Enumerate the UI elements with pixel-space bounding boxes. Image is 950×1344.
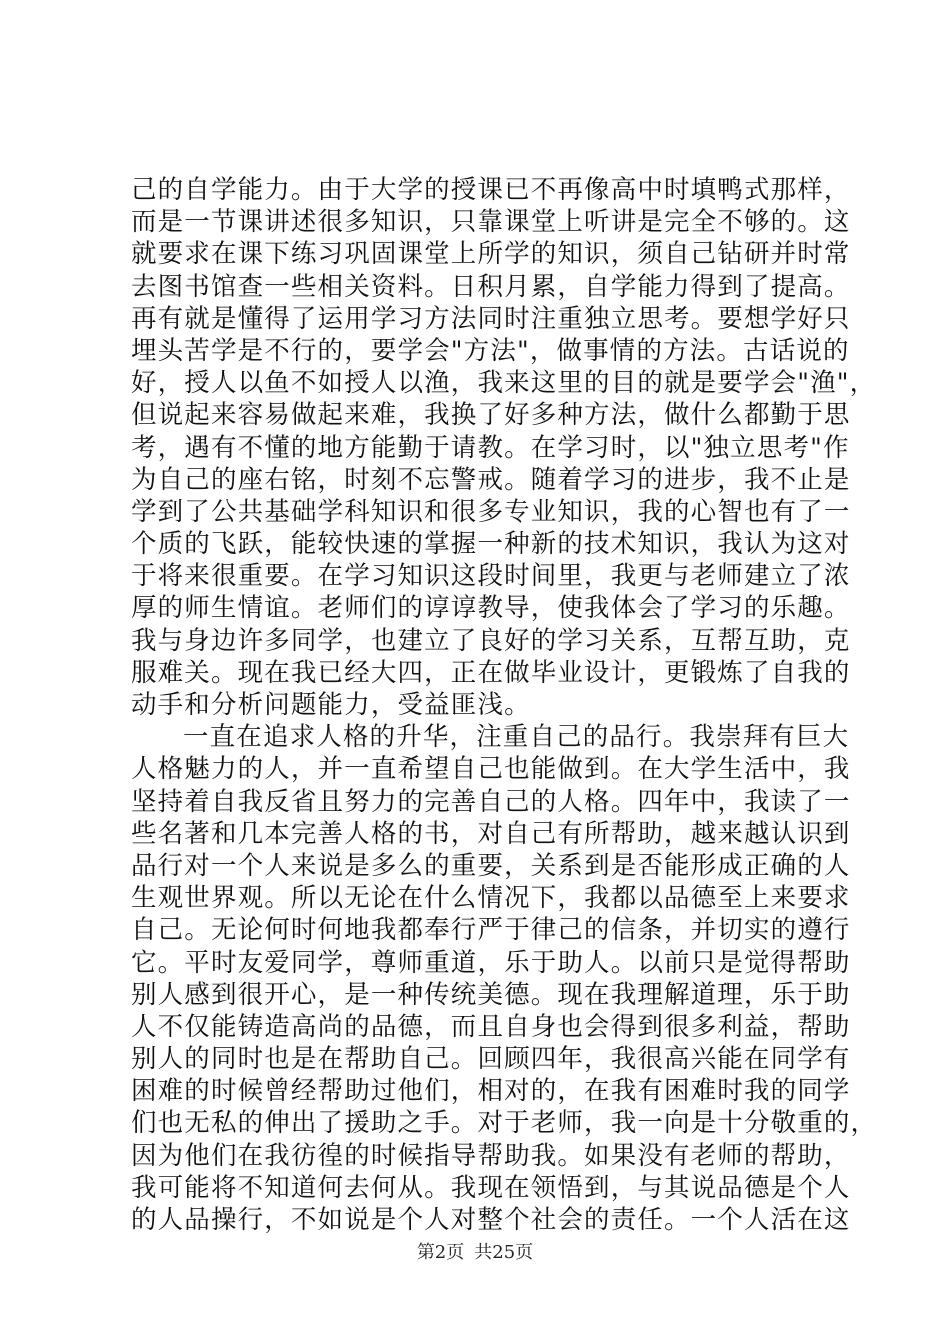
text-line: 们也无私的伸出了援助之手。对于老师，我一向是十分敬重的， xyxy=(131,1108,878,1139)
text-line: 坚持着自我反省且努力的完善自己的人格。四年中，我读了一 xyxy=(131,786,851,817)
text-line: 厚的师生情谊。老师们的谆谆教导，使我体会了学习的乐趣。 xyxy=(131,593,851,624)
text-line: 为自己的座右铭，时刻不忘警戒。随着学习的进步，我不止是 xyxy=(131,464,851,495)
text-line: 好，授人以鱼不如授人以渔，我来这里的目的就是要学会"渔"， xyxy=(131,368,877,399)
text-line: 服难关。现在我已经大四，正在做毕业设计，更锻炼了自我的 xyxy=(131,657,851,688)
text-line: 自己。无论何时何地我都奉行严于律己的信条，并切实的遵行 xyxy=(131,915,851,946)
text-line: 它。平时友爱同学，尊师重道，乐于助人。以前只是觉得帮助 xyxy=(131,947,851,978)
text-line: 己的自学能力。由于大学的授课已不再像高中时填鸭式那样， xyxy=(131,175,851,205)
text-line: 埋头苦学是不行的，要学会"方法"，做事情的方法。古话说的 xyxy=(131,335,850,366)
text-line: 于将来很重要。在学习知识这段时间里，我更与老师建立了浓 xyxy=(131,561,851,592)
text-line: 个质的飞跃，能较快速的掌握一种新的技术知识，我认为这对 xyxy=(131,529,851,560)
text-line: 动手和分析问题能力，受益匪浅。 xyxy=(131,690,531,720)
page-number: 第2页 xyxy=(416,1242,465,1263)
text-line: 但说起来容易做起来难，我换了好多种方法，做什么都勤于思 xyxy=(131,400,851,431)
document-body xyxy=(131,174,878,1236)
text-line: 困难的时候曾经帮助过他们，相对的，在我有困难时我的同学 xyxy=(131,1076,851,1107)
text-line: 再有就是懂得了运用学习方法同时注重独立思考。要想学好只 xyxy=(131,303,851,334)
text-line: 人格魅力的人，并一直希望自己也能做到。在大学生活中，我 xyxy=(131,754,851,785)
page-footer xyxy=(0,1241,950,1265)
text-line: 去图书馆查一些相关资料。日积月累，自学能力得到了提高。 xyxy=(131,271,851,302)
text-line: 别人的同时也是在帮助自己。回顾四年，我很高兴能在同学有 xyxy=(131,1044,851,1075)
paragraph-start-line: 一直在追求人格的升华，注重自己的品行。我崇拜有巨大 xyxy=(183,722,850,753)
text-line: 因为他们在我彷徨的时候指导帮助我。如果没有老师的帮助， xyxy=(131,1140,851,1171)
text-line: 而是一节课讲述很多知识，只靠课堂上听讲是完全不够的。这 xyxy=(131,207,851,238)
text-line: 就要求在课下练习巩固课堂上所学的知识，须自己钻研并时常 xyxy=(131,239,851,270)
text-line: 考，遇有不懂的地方能勤于请教。在学习时，以"独立思考"作 xyxy=(131,432,850,463)
text-line: 我可能将不知道何去何从。我现在领悟到，与其说品德是个人 xyxy=(131,1172,851,1203)
text-line: 些名著和几本完善人格的书，对自己有所帮助，越来越认识到 xyxy=(131,818,851,849)
text-line: 生观世界观。所以无论在什么情况下，我都以品德至上来要求 xyxy=(131,883,851,914)
text-line: 我与身边许多同学，也建立了良好的学习关系，互帮互助，克 xyxy=(131,625,851,656)
text-line: 学到了公共基础学科知识和很多专业知识，我的心智也有了一 xyxy=(131,496,851,527)
page-total: 共25页 xyxy=(474,1242,534,1263)
text-line: 的人品操行，不如说是个人对整个社会的责任。一个人活在这 xyxy=(131,1205,851,1235)
text-line: 人不仅能铸造高尚的品德，而且自身也会得到很多利益，帮助 xyxy=(131,1011,851,1042)
text-line: 别人感到很开心，是一种传统美德。现在我理解道理，乐于助 xyxy=(131,979,851,1010)
text-line: 品行对一个人来说是多么的重要，关系到是否能形成正确的人 xyxy=(131,850,851,881)
